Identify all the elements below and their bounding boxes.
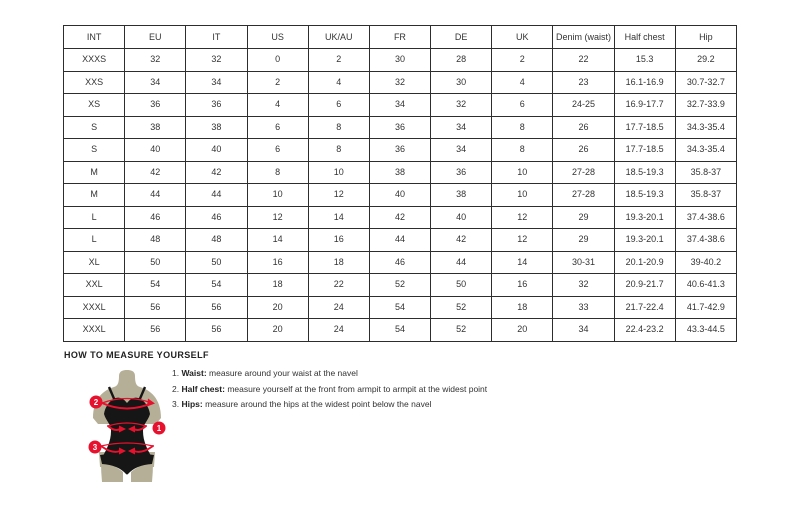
size-table	[63, 25, 737, 342]
table-cell: 54	[125, 274, 186, 297]
table-cell: 36	[369, 116, 430, 139]
measure-step	[172, 382, 487, 398]
column-header: UK	[492, 26, 553, 49]
step-term: Hips:	[181, 399, 203, 410]
table-cell: 22	[553, 49, 614, 72]
table-cell: 12	[308, 184, 369, 207]
table-cell: 54	[186, 274, 247, 297]
table-cell: XS	[64, 94, 125, 117]
badge-3	[89, 441, 102, 454]
table-cell: 10	[492, 161, 553, 184]
table-row	[64, 206, 737, 229]
table-cell: 16	[247, 251, 308, 274]
table-cell: 22.4-23.2	[614, 319, 675, 342]
table-cell: 29	[553, 229, 614, 252]
table-cell: 35.8-37	[675, 161, 736, 184]
step-number: 2.	[172, 383, 180, 394]
table-row	[64, 94, 737, 117]
table-cell: 0	[247, 49, 308, 72]
measure-step	[172, 366, 487, 382]
table-cell: 6	[492, 94, 553, 117]
table-cell: 50	[186, 251, 247, 274]
table-cell: 26	[553, 139, 614, 162]
table-cell: 42	[369, 206, 430, 229]
table-cell: 37.4-38.6	[675, 229, 736, 252]
table-cell: 40	[431, 206, 492, 229]
table-cell: 52	[369, 274, 430, 297]
table-cell: 2	[492, 49, 553, 72]
table-cell: 14	[247, 229, 308, 252]
table-cell: 14	[308, 206, 369, 229]
table-cell: 34.3-35.4	[675, 139, 736, 162]
table-cell: 40	[369, 184, 430, 207]
table-row	[64, 116, 737, 139]
column-header: EU	[125, 26, 186, 49]
table-cell: 14	[492, 251, 553, 274]
table-cell: 32	[431, 94, 492, 117]
size-table-body	[64, 49, 737, 342]
table-cell: 4	[492, 71, 553, 94]
table-cell: M	[64, 184, 125, 207]
table-cell: 40	[186, 139, 247, 162]
table-cell: 15.3	[614, 49, 675, 72]
step-term: Half chest:	[181, 383, 225, 394]
table-cell: 34.3-35.4	[675, 116, 736, 139]
table-cell: 4	[308, 71, 369, 94]
table-cell: 8	[247, 161, 308, 184]
table-cell: 27-28	[553, 184, 614, 207]
table-cell: 12	[247, 206, 308, 229]
step-desc: measure around your waist at the navel	[209, 368, 358, 378]
table-cell: 17.7-18.5	[614, 139, 675, 162]
table-cell: 34	[431, 116, 492, 139]
mannequin-illustration	[82, 368, 174, 486]
measure-step	[172, 397, 487, 413]
table-cell: 2	[247, 71, 308, 94]
table-cell: 46	[186, 206, 247, 229]
table-row	[64, 139, 737, 162]
table-cell: 20	[247, 296, 308, 319]
table-cell: 16	[492, 274, 553, 297]
table-cell: 44	[186, 184, 247, 207]
column-header: FR	[369, 26, 430, 49]
table-cell: 52	[431, 296, 492, 319]
table-cell: 23	[553, 71, 614, 94]
table-cell: 38	[125, 116, 186, 139]
table-cell: 18.5-19.3	[614, 161, 675, 184]
table-cell: 20	[492, 319, 553, 342]
table-cell: 48	[125, 229, 186, 252]
table-cell: 33	[553, 296, 614, 319]
table-row	[64, 161, 737, 184]
table-cell: 10	[247, 184, 308, 207]
table-cell: 40	[125, 139, 186, 162]
table-cell: 43.3-44.5	[675, 319, 736, 342]
size-table-header-row	[64, 26, 737, 49]
table-cell: 16.9-17.7	[614, 94, 675, 117]
table-cell: XL	[64, 251, 125, 274]
table-cell: XXXS	[64, 49, 125, 72]
table-cell: 34	[431, 139, 492, 162]
table-row	[64, 319, 737, 342]
table-cell: 46	[125, 206, 186, 229]
table-cell: 37.4-38.6	[675, 206, 736, 229]
table-cell: 18	[308, 251, 369, 274]
table-cell: 26	[553, 116, 614, 139]
table-cell: 34	[369, 94, 430, 117]
table-cell: 46	[369, 251, 430, 274]
badge-1-label: 1	[156, 424, 162, 433]
table-cell: 54	[369, 296, 430, 319]
table-cell: 30.7-32.7	[675, 71, 736, 94]
table-cell: 42	[431, 229, 492, 252]
table-cell: 6	[308, 94, 369, 117]
table-cell: 16.1-16.9	[614, 71, 675, 94]
table-cell: 22	[308, 274, 369, 297]
table-cell: S	[64, 139, 125, 162]
table-row	[64, 251, 737, 274]
table-cell: 39-40.2	[675, 251, 736, 274]
table-cell: 50	[431, 274, 492, 297]
table-cell: 38	[369, 161, 430, 184]
measurement-figure	[82, 368, 174, 486]
table-cell: 44	[125, 184, 186, 207]
table-cell: 34	[125, 71, 186, 94]
table-cell: 34	[186, 71, 247, 94]
step-term: Waist:	[181, 368, 207, 378]
table-cell: 18	[247, 274, 308, 297]
table-cell: 2	[308, 49, 369, 72]
table-cell: 10	[308, 161, 369, 184]
table-cell: 10	[492, 184, 553, 207]
table-cell: 32	[186, 49, 247, 72]
table-cell: 32	[369, 71, 430, 94]
table-cell: 20	[247, 319, 308, 342]
step-number: 3.	[172, 399, 180, 410]
table-cell: 35.8-37	[675, 184, 736, 207]
table-cell: 12	[492, 206, 553, 229]
table-cell: 44	[431, 251, 492, 274]
measure-steps	[172, 366, 487, 413]
table-cell: 36	[369, 139, 430, 162]
table-cell: 52	[431, 319, 492, 342]
table-row	[64, 296, 737, 319]
table-cell: 32	[125, 49, 186, 72]
table-cell: 32	[553, 274, 614, 297]
column-header: Hip	[675, 26, 736, 49]
table-cell: 19.3-20.1	[614, 229, 675, 252]
table-cell: 20.1-20.9	[614, 251, 675, 274]
badge-2-label: 2	[93, 398, 99, 407]
table-cell: 56	[125, 296, 186, 319]
table-cell: 42	[186, 161, 247, 184]
table-cell: L	[64, 229, 125, 252]
table-cell: 38	[431, 184, 492, 207]
table-cell: 18.5-19.3	[614, 184, 675, 207]
table-cell: XXS	[64, 71, 125, 94]
table-row	[64, 229, 737, 252]
table-cell: 21.7-22.4	[614, 296, 675, 319]
table-cell: 44	[369, 229, 430, 252]
column-header: US	[247, 26, 308, 49]
table-cell: 8	[308, 116, 369, 139]
column-header: Denim (waist)	[553, 26, 614, 49]
table-cell: 16	[308, 229, 369, 252]
badge-2	[90, 396, 103, 409]
table-cell: 36	[186, 94, 247, 117]
column-header: INT	[64, 26, 125, 49]
table-cell: 30-31	[553, 251, 614, 274]
table-cell: 20.9-21.7	[614, 274, 675, 297]
table-cell: 30	[369, 49, 430, 72]
table-cell: 36	[431, 161, 492, 184]
table-cell: 29.2	[675, 49, 736, 72]
table-cell: 19.3-20.1	[614, 206, 675, 229]
table-cell: 18	[492, 296, 553, 319]
table-cell: S	[64, 116, 125, 139]
table-cell: 8	[492, 116, 553, 139]
column-header: Half chest	[614, 26, 675, 49]
table-cell: 56	[186, 319, 247, 342]
table-cell: L	[64, 206, 125, 229]
table-cell: 42	[125, 161, 186, 184]
table-cell: 36	[125, 94, 186, 117]
step-desc: measure around the hips at the widest point below the navel	[205, 399, 432, 410]
table-cell: 28	[431, 49, 492, 72]
table-cell: 48	[186, 229, 247, 252]
table-row	[64, 274, 737, 297]
step-desc: measure yourself at the front from armpit to armpit at the widest point	[227, 383, 488, 394]
table-cell: 6	[247, 139, 308, 162]
badge-3-label: 3	[92, 443, 98, 452]
table-row	[64, 71, 737, 94]
table-cell: 12	[492, 229, 553, 252]
table-cell: 34	[553, 319, 614, 342]
column-header: DE	[431, 26, 492, 49]
badge-1	[153, 422, 166, 435]
step-number: 1.	[172, 368, 180, 378]
table-cell: 56	[186, 296, 247, 319]
table-cell: XXL	[64, 274, 125, 297]
table-row	[64, 49, 737, 72]
measure-title: HOW TO MEASURE YOURSELF	[64, 350, 209, 360]
table-cell: 54	[369, 319, 430, 342]
table-cell: 17.7-18.5	[614, 116, 675, 139]
table-cell: 24-25	[553, 94, 614, 117]
table-cell: 27-28	[553, 161, 614, 184]
column-header: UK/AU	[308, 26, 369, 49]
table-cell: 8	[492, 139, 553, 162]
table-cell: 50	[125, 251, 186, 274]
table-cell: 38	[186, 116, 247, 139]
table-cell: 56	[125, 319, 186, 342]
table-cell: 30	[431, 71, 492, 94]
table-cell: 32.7-33.9	[675, 94, 736, 117]
table-cell: M	[64, 161, 125, 184]
table-row	[64, 184, 737, 207]
table-cell: 40.6-41.3	[675, 274, 736, 297]
table-cell: 4	[247, 94, 308, 117]
table-cell: 8	[308, 139, 369, 162]
table-cell: 41.7-42.9	[675, 296, 736, 319]
table-cell: 29	[553, 206, 614, 229]
table-cell: XXXL	[64, 296, 125, 319]
table-cell: XXXL	[64, 319, 125, 342]
table-cell: 6	[247, 116, 308, 139]
table-cell: 24	[308, 319, 369, 342]
column-header: IT	[186, 26, 247, 49]
table-cell: 24	[308, 296, 369, 319]
